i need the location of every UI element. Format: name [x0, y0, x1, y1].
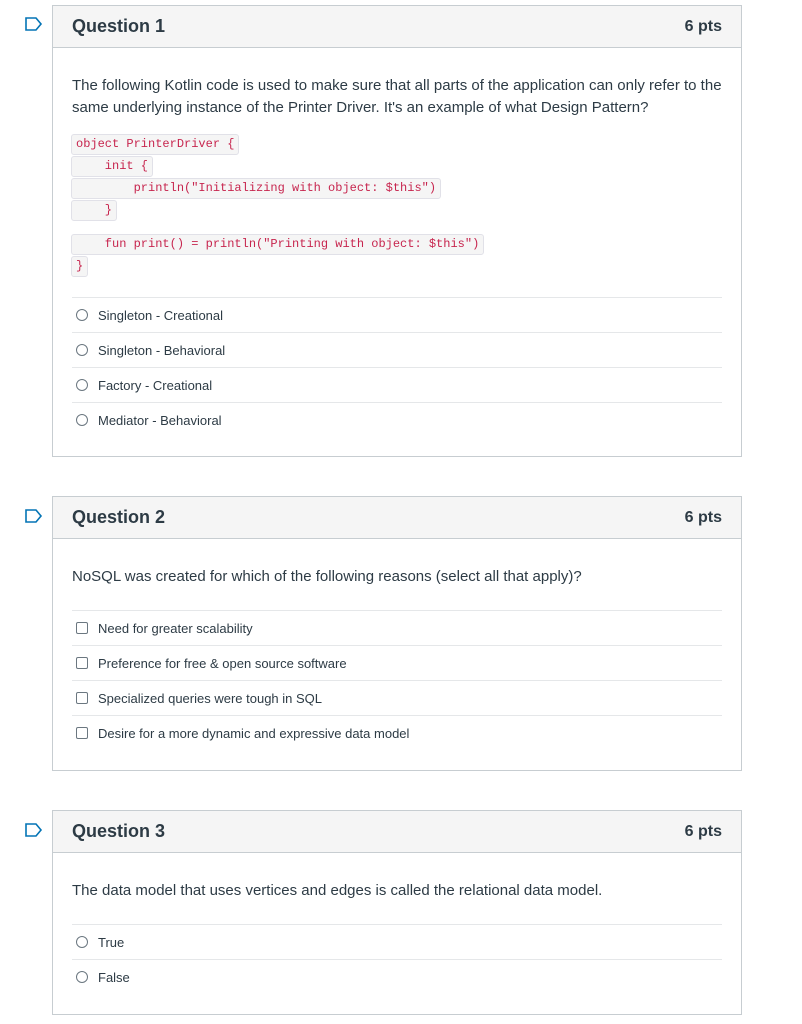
code-line [71, 234, 484, 255]
question-title: Question 3 [72, 821, 166, 841]
radio-button[interactable] [76, 414, 88, 426]
answer-label: False [98, 969, 130, 985]
radio-button[interactable] [76, 971, 88, 983]
flag-question-icon[interactable] [25, 823, 43, 837]
code-line [71, 134, 239, 155]
answer-label: Specialized queries were tough in SQL [98, 690, 323, 706]
radio-button[interactable] [76, 936, 88, 948]
code-snippet: println("Initializing with object: $this") [71, 178, 441, 199]
answer-option[interactable] [72, 610, 722, 645]
checkbox[interactable] [76, 727, 88, 739]
answer-label: Factory - Creational [98, 377, 213, 393]
answer-option[interactable] [72, 332, 722, 367]
radio-button[interactable] [76, 309, 88, 321]
radio-button[interactable] [76, 379, 88, 391]
answer-option[interactable] [72, 680, 722, 715]
checkbox[interactable] [76, 622, 88, 634]
question-points: 6 pts [684, 508, 722, 526]
question-points: 6 pts [684, 17, 722, 35]
checkbox[interactable] [76, 657, 88, 669]
code-line [71, 256, 88, 277]
code-snippet: } [71, 256, 88, 277]
answer-list [72, 297, 722, 437]
question-points: 6 pts [684, 822, 722, 840]
answer-option[interactable] [72, 924, 722, 959]
question-header [53, 811, 741, 853]
checkbox[interactable] [76, 692, 88, 704]
answer-option[interactable] [72, 297, 722, 332]
answer-label: Need for greater scalability [98, 620, 253, 636]
question-text: The data model that uses vertices and edges is called the relational data model. [72, 882, 603, 899]
flag-question-icon[interactable] [25, 509, 43, 523]
answer-option[interactable] [72, 715, 722, 750]
answer-label: Preference for free & open source software [98, 655, 347, 671]
code-line [71, 178, 441, 199]
question-card-2 [52, 496, 742, 771]
question-text: The following Kotlin code is used to make sure that all parts of the application can only refer to the same underlying instance of the Printer Driver. It's an example of what Design Pattern? [72, 77, 722, 116]
question-title: Question 1 [72, 16, 166, 36]
answer-option[interactable] [72, 959, 722, 994]
answer-option[interactable] [72, 402, 722, 437]
code-line [71, 200, 117, 221]
code-snippet: object PrinterDriver { [71, 134, 239, 155]
answer-list [72, 610, 722, 750]
question-title: Question 2 [72, 507, 166, 527]
code-snippet: fun print() = println("Printing with object: $this") [71, 234, 484, 255]
question-header [53, 6, 741, 48]
question-card-3 [52, 810, 742, 1015]
answer-list [72, 924, 722, 994]
answer-label: Desire for a more dynamic and expressive data model [98, 725, 410, 741]
radio-button[interactable] [76, 344, 88, 356]
answer-label: True [98, 934, 125, 950]
answer-option[interactable] [72, 645, 722, 680]
answer-label: Singleton - Behavioral [98, 342, 226, 358]
answer-option[interactable] [72, 367, 722, 402]
code-snippet: } [71, 200, 117, 221]
question-header [53, 497, 741, 539]
flag-question-icon[interactable] [25, 17, 43, 31]
code-snippet: init { [71, 156, 153, 177]
question-card-1 [52, 5, 742, 457]
question-text: NoSQL was created for which of the following reasons (select all that apply)? [72, 568, 582, 585]
answer-label: Singleton - Creational [98, 307, 224, 323]
answer-label: Mediator - Behavioral [98, 412, 222, 428]
code-line [71, 156, 153, 177]
